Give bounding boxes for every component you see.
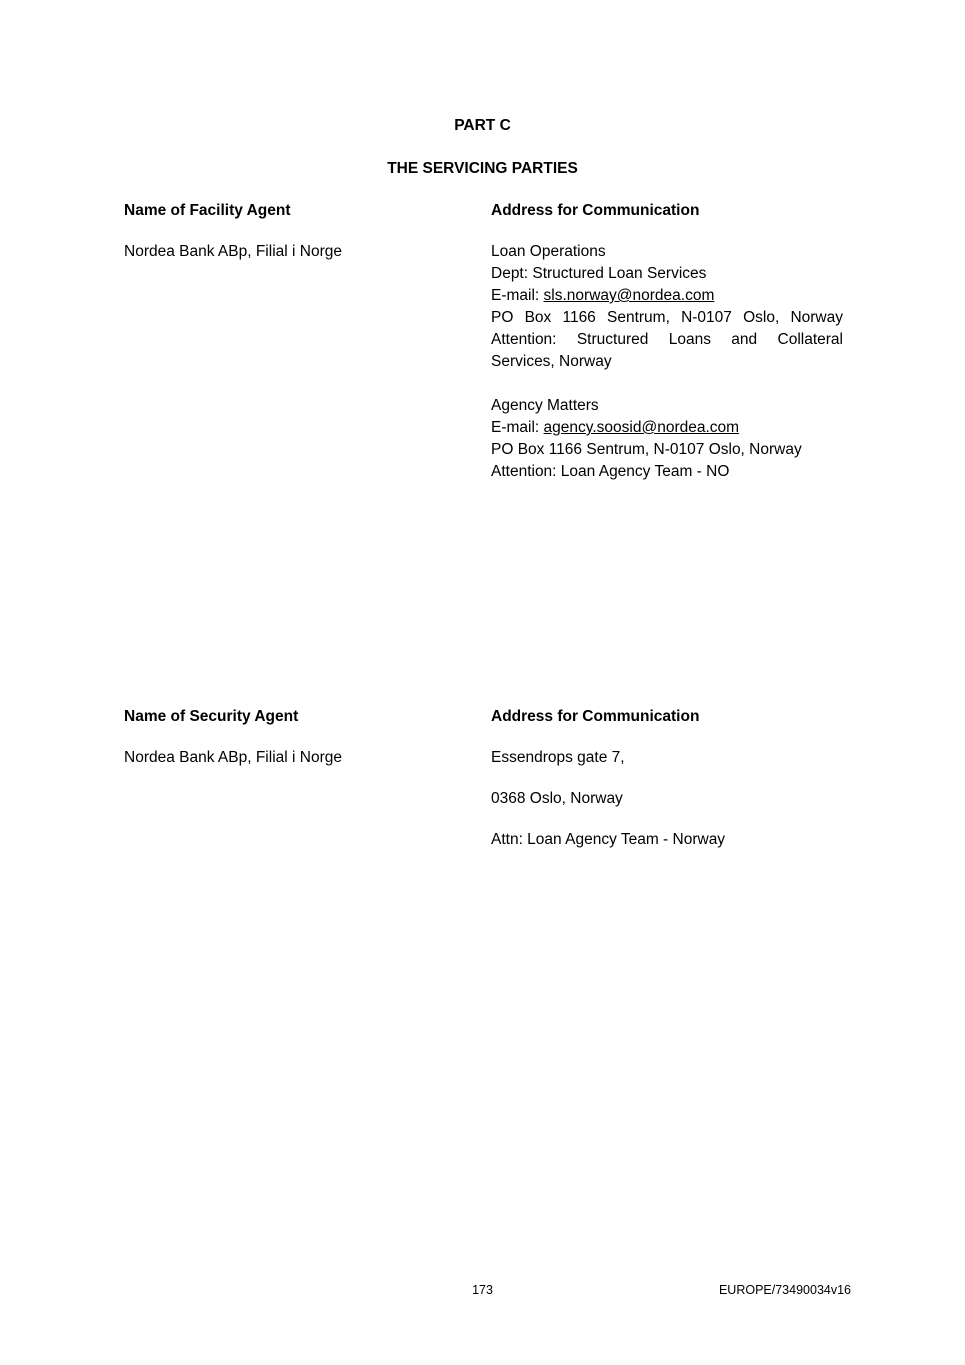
loan-operations-email-link[interactable]: sls.norway@nordea.com xyxy=(543,287,715,304)
facility-agent-name: Nordea Bank ABp, Filial i Norge xyxy=(124,243,342,260)
section-title: THE SERVICING PARTIES xyxy=(387,160,578,177)
agency-matters-email-link[interactable]: agency.soosid@nordea.com xyxy=(543,419,740,436)
email-prefix: E-mail: xyxy=(491,287,544,304)
email-prefix: E-mail: xyxy=(491,419,544,436)
agency-matters-attention: Attention: Loan Agency Team - NO xyxy=(491,463,730,480)
loan-operations-email-line xyxy=(491,285,843,307)
security-agent-city: 0368 Oslo, Norway xyxy=(491,790,623,807)
security-agent-name: Nordea Bank ABp, Filial i Norge xyxy=(124,749,342,766)
loan-operations-dept: Dept: Structured Loan Services xyxy=(491,265,707,282)
loan-operations-title: Loan Operations xyxy=(491,243,606,260)
agency-matters-po-box: PO Box 1166 Sentrum, N-0107 Oslo, Norway xyxy=(491,441,802,458)
spacer xyxy=(491,373,843,395)
loan-operations-attention: Attention: Structured Loans and Collateral xyxy=(491,331,843,348)
agency-matters-email-line xyxy=(491,417,843,439)
loan-operations-attention-cont: Services, Norway xyxy=(491,353,612,370)
security-agent-address-header: Address for Communication xyxy=(491,708,700,725)
loan-operations-po-box: PO Box 1166 Sentrum, N-0107 Oslo, Norway xyxy=(491,309,843,326)
agency-matters-title: Agency Matters xyxy=(491,397,599,414)
document-reference: EUROPE/73490034v16 xyxy=(718,1283,851,1297)
facility-agent-address-header: Address for Communication xyxy=(491,202,700,219)
part-title: PART C xyxy=(454,117,511,134)
security-agent-street: Essendrops gate 7, xyxy=(491,749,625,766)
security-agent-attention: Attn: Loan Agency Team - Norway xyxy=(491,831,726,848)
security-agent-name-header: Name of Security Agent xyxy=(124,708,299,725)
facility-agent-name-header: Name of Facility Agent xyxy=(124,202,291,219)
facility-agent-address-block xyxy=(491,241,843,483)
page-number: 173 xyxy=(472,1283,493,1297)
